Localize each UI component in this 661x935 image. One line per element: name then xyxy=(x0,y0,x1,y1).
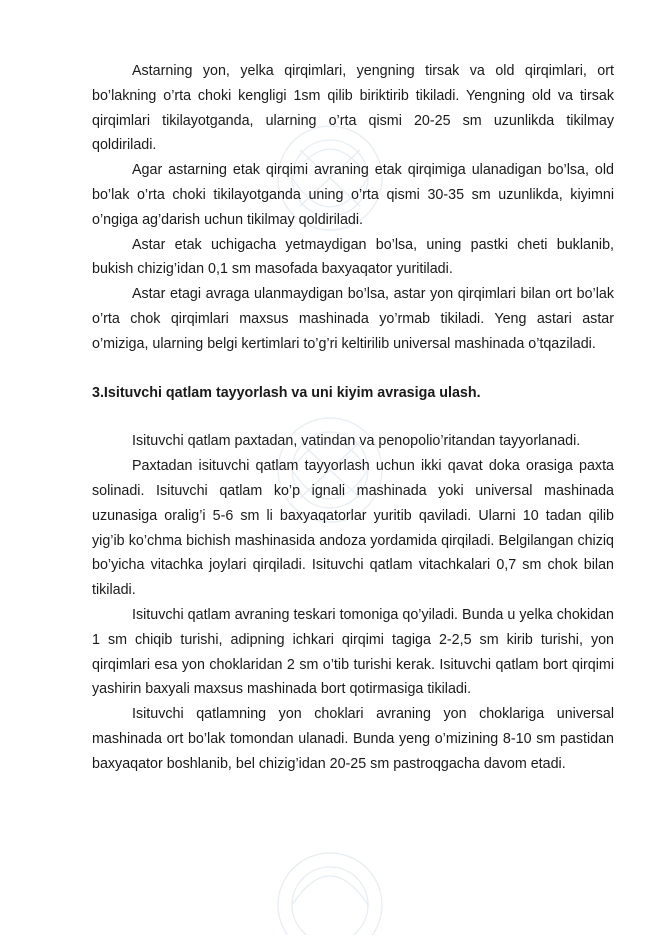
paragraph: Astar etak uchigacha yetmaydigan bo’lsa, uning pastki cheti buklanib, bukish chizig’idan 0,1 sm masofada baxyaqator yuritiladi. xyxy=(92,236,614,278)
paragraph: Agar astarning etak qirqimi avraning etak qirqimiga ulanadigan bo’lsa, old bo’lak o’rta choki tikilayotganda uning o’rta qismi 30-35 sm uzunlikda, kiyimni o’ngiga ag’darish uchun tikilmay qoldiriladi. xyxy=(92,162,614,228)
paragraph: Isituvchi qatlam paxtadan, vatindan va penopolio’ritandan tayyorlanadi. xyxy=(132,433,581,450)
section-heading: 3.Isituvchi qatlam tayyorlash va uni kiyim avrasiga ulash. xyxy=(92,384,481,401)
paragraph: Isituvchi qatlamning yon choklari avraning yon choklariga universal mashinada ort bo’lak tomondan ulanadi. Bunda yeng o’mizining 8-10 sm pastidan baxyaqator boshlanib, bel chizig’idan 20-25 sm pastroqgacha davom etadi. xyxy=(92,706,614,772)
document-body xyxy=(92,59,614,777)
paragraph: Astarning yon, yelka qirqimlari, yengning tirsak va old qirqimlari, ort bo’lakning o’rta choki kengligi 1sm qilib biriktirib tikiladi. Yengning old va tirsak qirqimlari tikilayotganda, ularning o’rta qismi 20-25 sm uzunlikda tikilmay qoldiriladi. xyxy=(92,63,614,154)
paragraph: Isituvchi qatlam avraning teskari tomoniga qo’yiladi. Bunda u yelka chokidan 1 sm chiqib turishi, adipning ichkari qirqimi tagiga 2-2,5 sm kirib turishi, yon qirqimlari esa yon choklaridan 2 sm o’tib turishi kerak. Isituvchi qatlam bort qirqimi yashirin baxyali maxsus mashinada bort qotirmasiga tikiladi. xyxy=(92,606,614,698)
paragraph: Astar etagi avraga ulanmaydigan bo’lsa, astar yon qirqimlari bilan ort bo’lak o’rta chok qirqimlari maxsus mashinada yo’rmab tikiladi. Yeng astari astar o’miziga, ularning belgi kertimlari to’g’ri keltirilib universal mashinada o’tqaziladi. xyxy=(92,286,614,352)
paragraph: Paxtadan isituvchi qatlam tayyorlash uchun ikki qavat doka orasiga paxta solinadi. Isituvchi qatlam ko’p ignali mashinada yoki universal mashinada uzunasiga oralig’i 5-6 sm li baxyaqatorlar yuritib qaviladi. Ularni 10 tadan qilib yig’ib ko’chma bichish mashinasida andoza yordamida qirqiladi. Belgilangan chiziq bo’yicha vitachka joylari qirqiladi. Isituvchi qatlam vitachkalari 0,7 sm chok bilan tikiladi. xyxy=(92,458,614,599)
